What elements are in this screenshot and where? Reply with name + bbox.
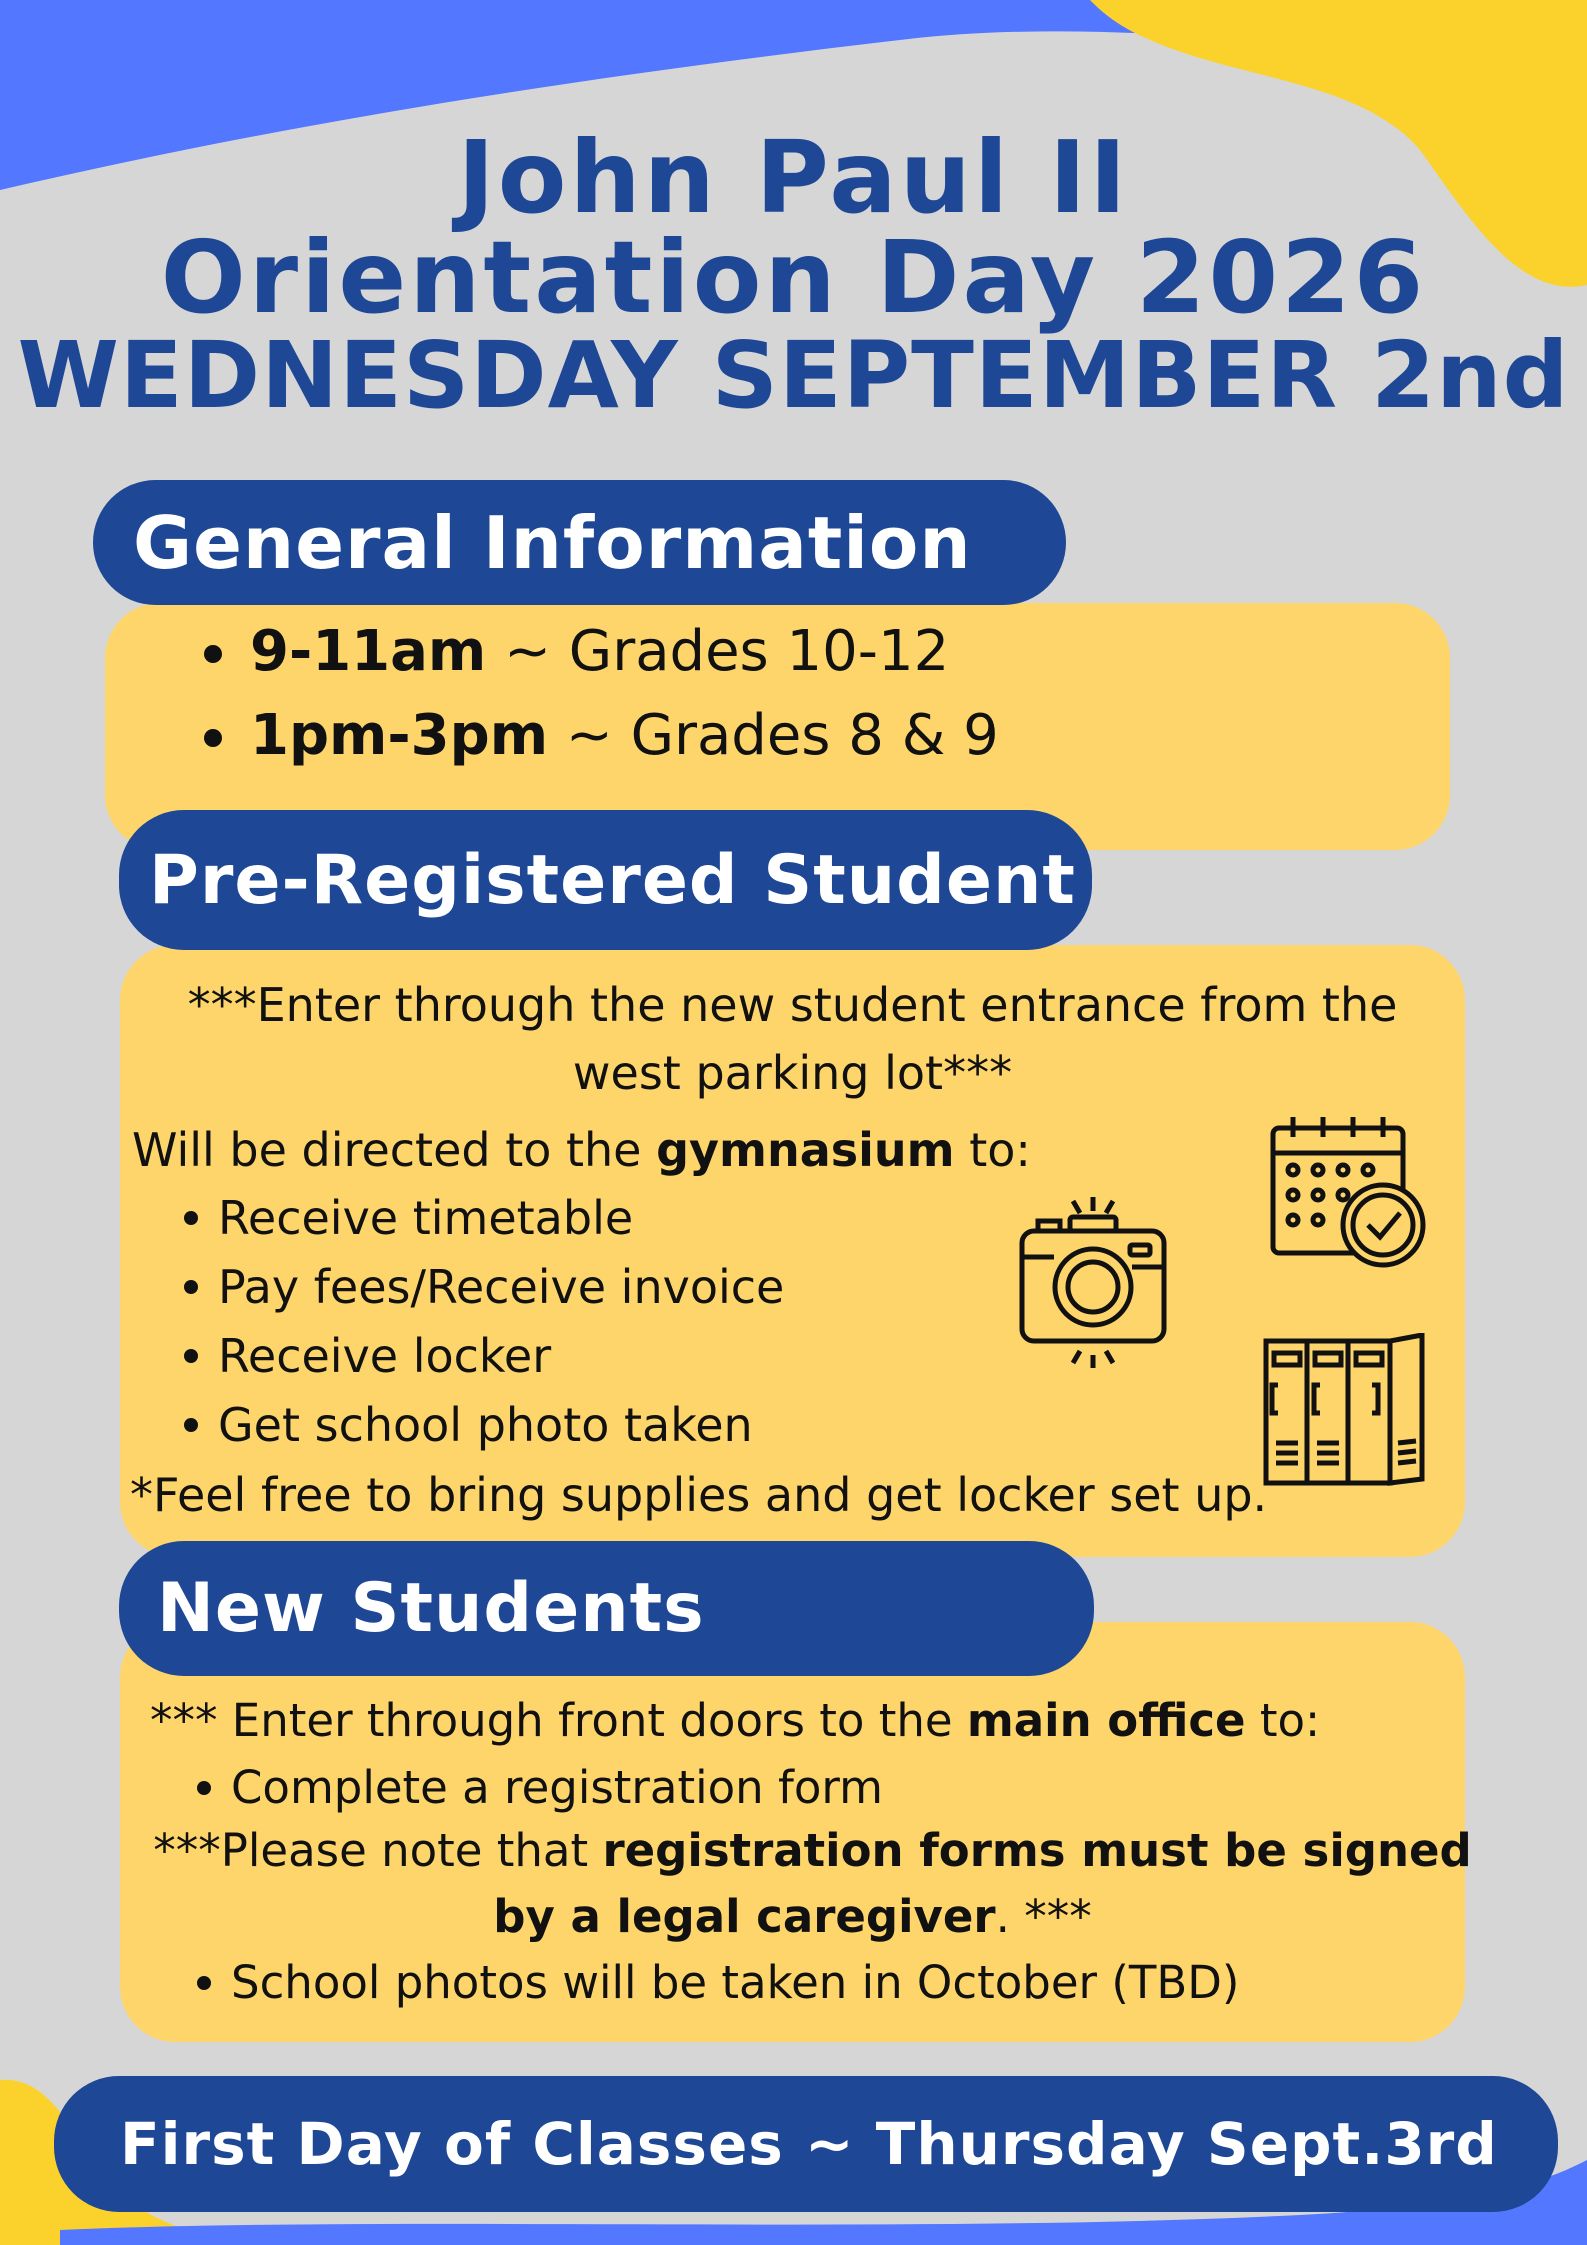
- general-info-heading-text: General Information: [133, 500, 972, 585]
- schedule-item: [250, 620, 999, 704]
- schedule-list: [250, 620, 999, 788]
- first-day-text: First Day of Classes ~ Thursday Sept.3rd: [120, 2110, 1498, 2178]
- supplies-note: *Feel free to bring supplies and get locker set up.: [130, 1468, 1268, 1522]
- gym-tasks-list: [218, 1190, 784, 1466]
- locker-icon: [1262, 1333, 1427, 1488]
- calendar-clock-icon: [1268, 1113, 1430, 1268]
- directed-suffix: to:: [954, 1123, 1031, 1177]
- directed-location: gymnasium: [656, 1123, 955, 1177]
- new-students-heading-text: New Students: [157, 1569, 705, 1648]
- schedule-detail: ~ Grades 10-12: [486, 619, 950, 684]
- main-office-location: main office: [966, 1694, 1246, 1747]
- caregiver-note-line1: [125, 1824, 1500, 1877]
- caregiver-note-prefix: ***Please note that: [153, 1824, 603, 1877]
- entrance-instruction-line1: ***Enter through the new student entrance from the: [187, 978, 1398, 1032]
- first-day-banner: [54, 2076, 1558, 2212]
- schedule-time: 1pm-3pm: [250, 703, 549, 768]
- event-title: Orientation Day 2026: [160, 219, 1427, 336]
- caregiver-note-line2: [120, 1890, 1465, 1943]
- preregistered-heading-text: Pre-Registered Student: [149, 840, 1076, 920]
- schedule-item: [250, 704, 999, 788]
- preregistered-heading: [119, 810, 1092, 950]
- general-info-heading: [93, 480, 1066, 605]
- event-date: WEDNESDAY SEPTEMBER 2nd: [17, 322, 1570, 429]
- caregiver-note-suffix: . ***: [995, 1890, 1092, 1943]
- new-student-task: School photos will be taken in October (TBD): [231, 1956, 1240, 2009]
- main-office-suffix: to:: [1245, 1694, 1321, 1747]
- main-office-instruction: [150, 1694, 1320, 1747]
- new-student-list-1: [231, 1760, 883, 1816]
- schedule-detail: ~ Grades 8 & 9: [548, 703, 999, 768]
- new-student-list-2: [231, 1955, 1239, 2011]
- camera-icon: [1018, 1195, 1168, 1370]
- caregiver-note-bold1: registration forms must be signed: [602, 1824, 1472, 1877]
- new-student-task: Complete a registration form: [231, 1761, 883, 1814]
- main-office-prefix: *** Enter through front doors to the: [150, 1694, 967, 1747]
- directed-text: [132, 1123, 1031, 1177]
- gym-task-item: Pay fees/Receive invoice: [218, 1259, 784, 1328]
- directed-prefix: Will be directed to the: [132, 1123, 657, 1177]
- caregiver-note-bold2: by a legal caregiver: [493, 1890, 996, 1943]
- gym-task-item: Receive timetable: [218, 1190, 784, 1259]
- school-name: John Paul II: [457, 119, 1130, 236]
- schedule-time: 9-11am: [250, 619, 487, 684]
- gym-task-item: Get school photo taken: [218, 1397, 784, 1466]
- new-students-heading: [119, 1541, 1094, 1676]
- gym-task-item: Receive locker: [218, 1328, 784, 1397]
- entrance-instruction-line2: west parking lot***: [572, 1046, 1013, 1100]
